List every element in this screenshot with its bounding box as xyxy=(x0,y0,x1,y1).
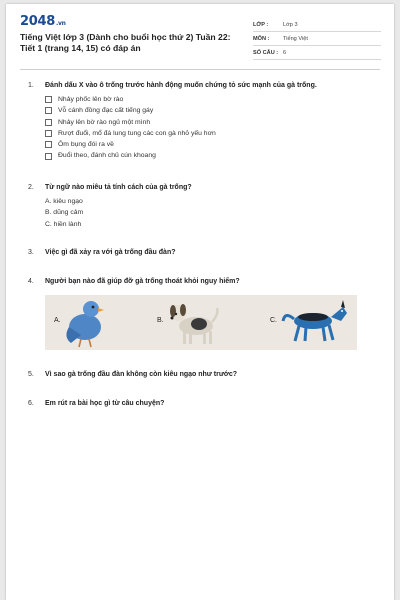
question-number: 5. xyxy=(28,371,34,378)
dog-image xyxy=(165,296,221,350)
question-text: Em rút ra bài học gì từ câu chuyện? xyxy=(45,400,165,407)
question-number: 6. xyxy=(28,400,34,407)
option-label: Đuổi theo, đánh chủ cún khoang xyxy=(58,152,156,160)
meta-info xyxy=(253,18,381,60)
option-list xyxy=(45,94,216,162)
checkbox-icon[interactable] xyxy=(45,141,52,148)
question-number: 2. xyxy=(28,184,34,191)
option-label: Nhảy lên bờ rào ngủ một mình xyxy=(58,118,151,126)
option-label: Nhảy phốc lên bờ rào xyxy=(58,96,124,103)
wolf-dog-image xyxy=(281,297,351,347)
header-divider xyxy=(20,69,380,70)
question-number: 1. xyxy=(28,82,34,89)
site-logo[interactable] xyxy=(20,14,66,29)
image-label-b: B. xyxy=(157,317,164,324)
meta-value: 6 xyxy=(283,49,287,56)
image-label-a: A. xyxy=(54,317,61,324)
option-label: Rượt đuổi, mổ đá lung tung các con gà nhỏ yếu hơn xyxy=(58,129,216,137)
checkbox-option[interactable] xyxy=(45,128,216,139)
meta-value: Lớp 3 xyxy=(283,21,298,28)
meta-label: MÔN : xyxy=(253,35,270,42)
meta-row-count xyxy=(253,46,381,60)
meta-value: Tiếng Việt xyxy=(283,35,308,42)
checkbox-option[interactable] xyxy=(45,139,216,150)
checkbox-icon[interactable] xyxy=(45,119,52,126)
pigeon-image xyxy=(61,297,107,349)
meta-row-subject xyxy=(253,32,381,46)
question-text: Người bạn nào đã giúp đỡ gà trống thoát khỏi nguy hiểm? xyxy=(45,278,240,285)
logo-main: 2048 xyxy=(20,14,55,29)
meta-label: SỐ CÂU : xyxy=(253,49,279,56)
question-number: 3. xyxy=(28,249,34,256)
answer-option[interactable] xyxy=(45,207,83,218)
checkbox-option[interactable] xyxy=(45,117,216,128)
meta-label: LỚP : xyxy=(253,21,269,28)
image-label-c: C. xyxy=(270,317,277,324)
checkbox-icon[interactable] xyxy=(45,107,52,114)
option-label: A. kiêu ngạo xyxy=(45,198,83,205)
option-label: Ôm bụng đói ra về xyxy=(58,141,114,149)
checkbox-icon[interactable] xyxy=(45,153,52,160)
question-number: 4. xyxy=(28,278,34,285)
checkbox-option[interactable] xyxy=(45,105,216,116)
question-text: Vì sao gà trống đầu đàn không còn kiêu ngạo như trước? xyxy=(45,371,238,378)
meta-row-class xyxy=(253,18,381,32)
page-title: Tiếng Việt lớp 3 (Dành cho buổi học thứ 2) Tuần 22: Tiết 1 (trang 14, 15) có đáp án xyxy=(20,32,231,53)
option-list xyxy=(45,196,83,230)
question-text: Từ ngữ nào miêu tả tính cách của gà trống? xyxy=(45,184,192,191)
question-text: Đánh dấu X vào ô trống trước hành động muốn chứng tỏ sức mạnh của gà trống. xyxy=(45,82,317,89)
checkbox-icon[interactable] xyxy=(45,130,52,137)
logo-suffix: .vn xyxy=(55,20,66,27)
worksheet-page xyxy=(6,4,394,600)
option-label: B. dũng cảm xyxy=(45,209,84,217)
answer-option[interactable] xyxy=(45,196,83,207)
answer-image-strip xyxy=(45,295,357,350)
answer-option[interactable] xyxy=(45,219,83,230)
checkbox-option[interactable] xyxy=(45,150,216,161)
option-label: C. hiền lành xyxy=(45,220,82,228)
option-label: Vỗ cánh đồng đạc cất tiếng gáy xyxy=(58,107,154,115)
question-text: Việc gì đã xảy ra với gà trống đầu đàn? xyxy=(45,249,176,256)
checkbox-icon[interactable] xyxy=(45,96,52,103)
checkbox-option[interactable] xyxy=(45,94,216,105)
